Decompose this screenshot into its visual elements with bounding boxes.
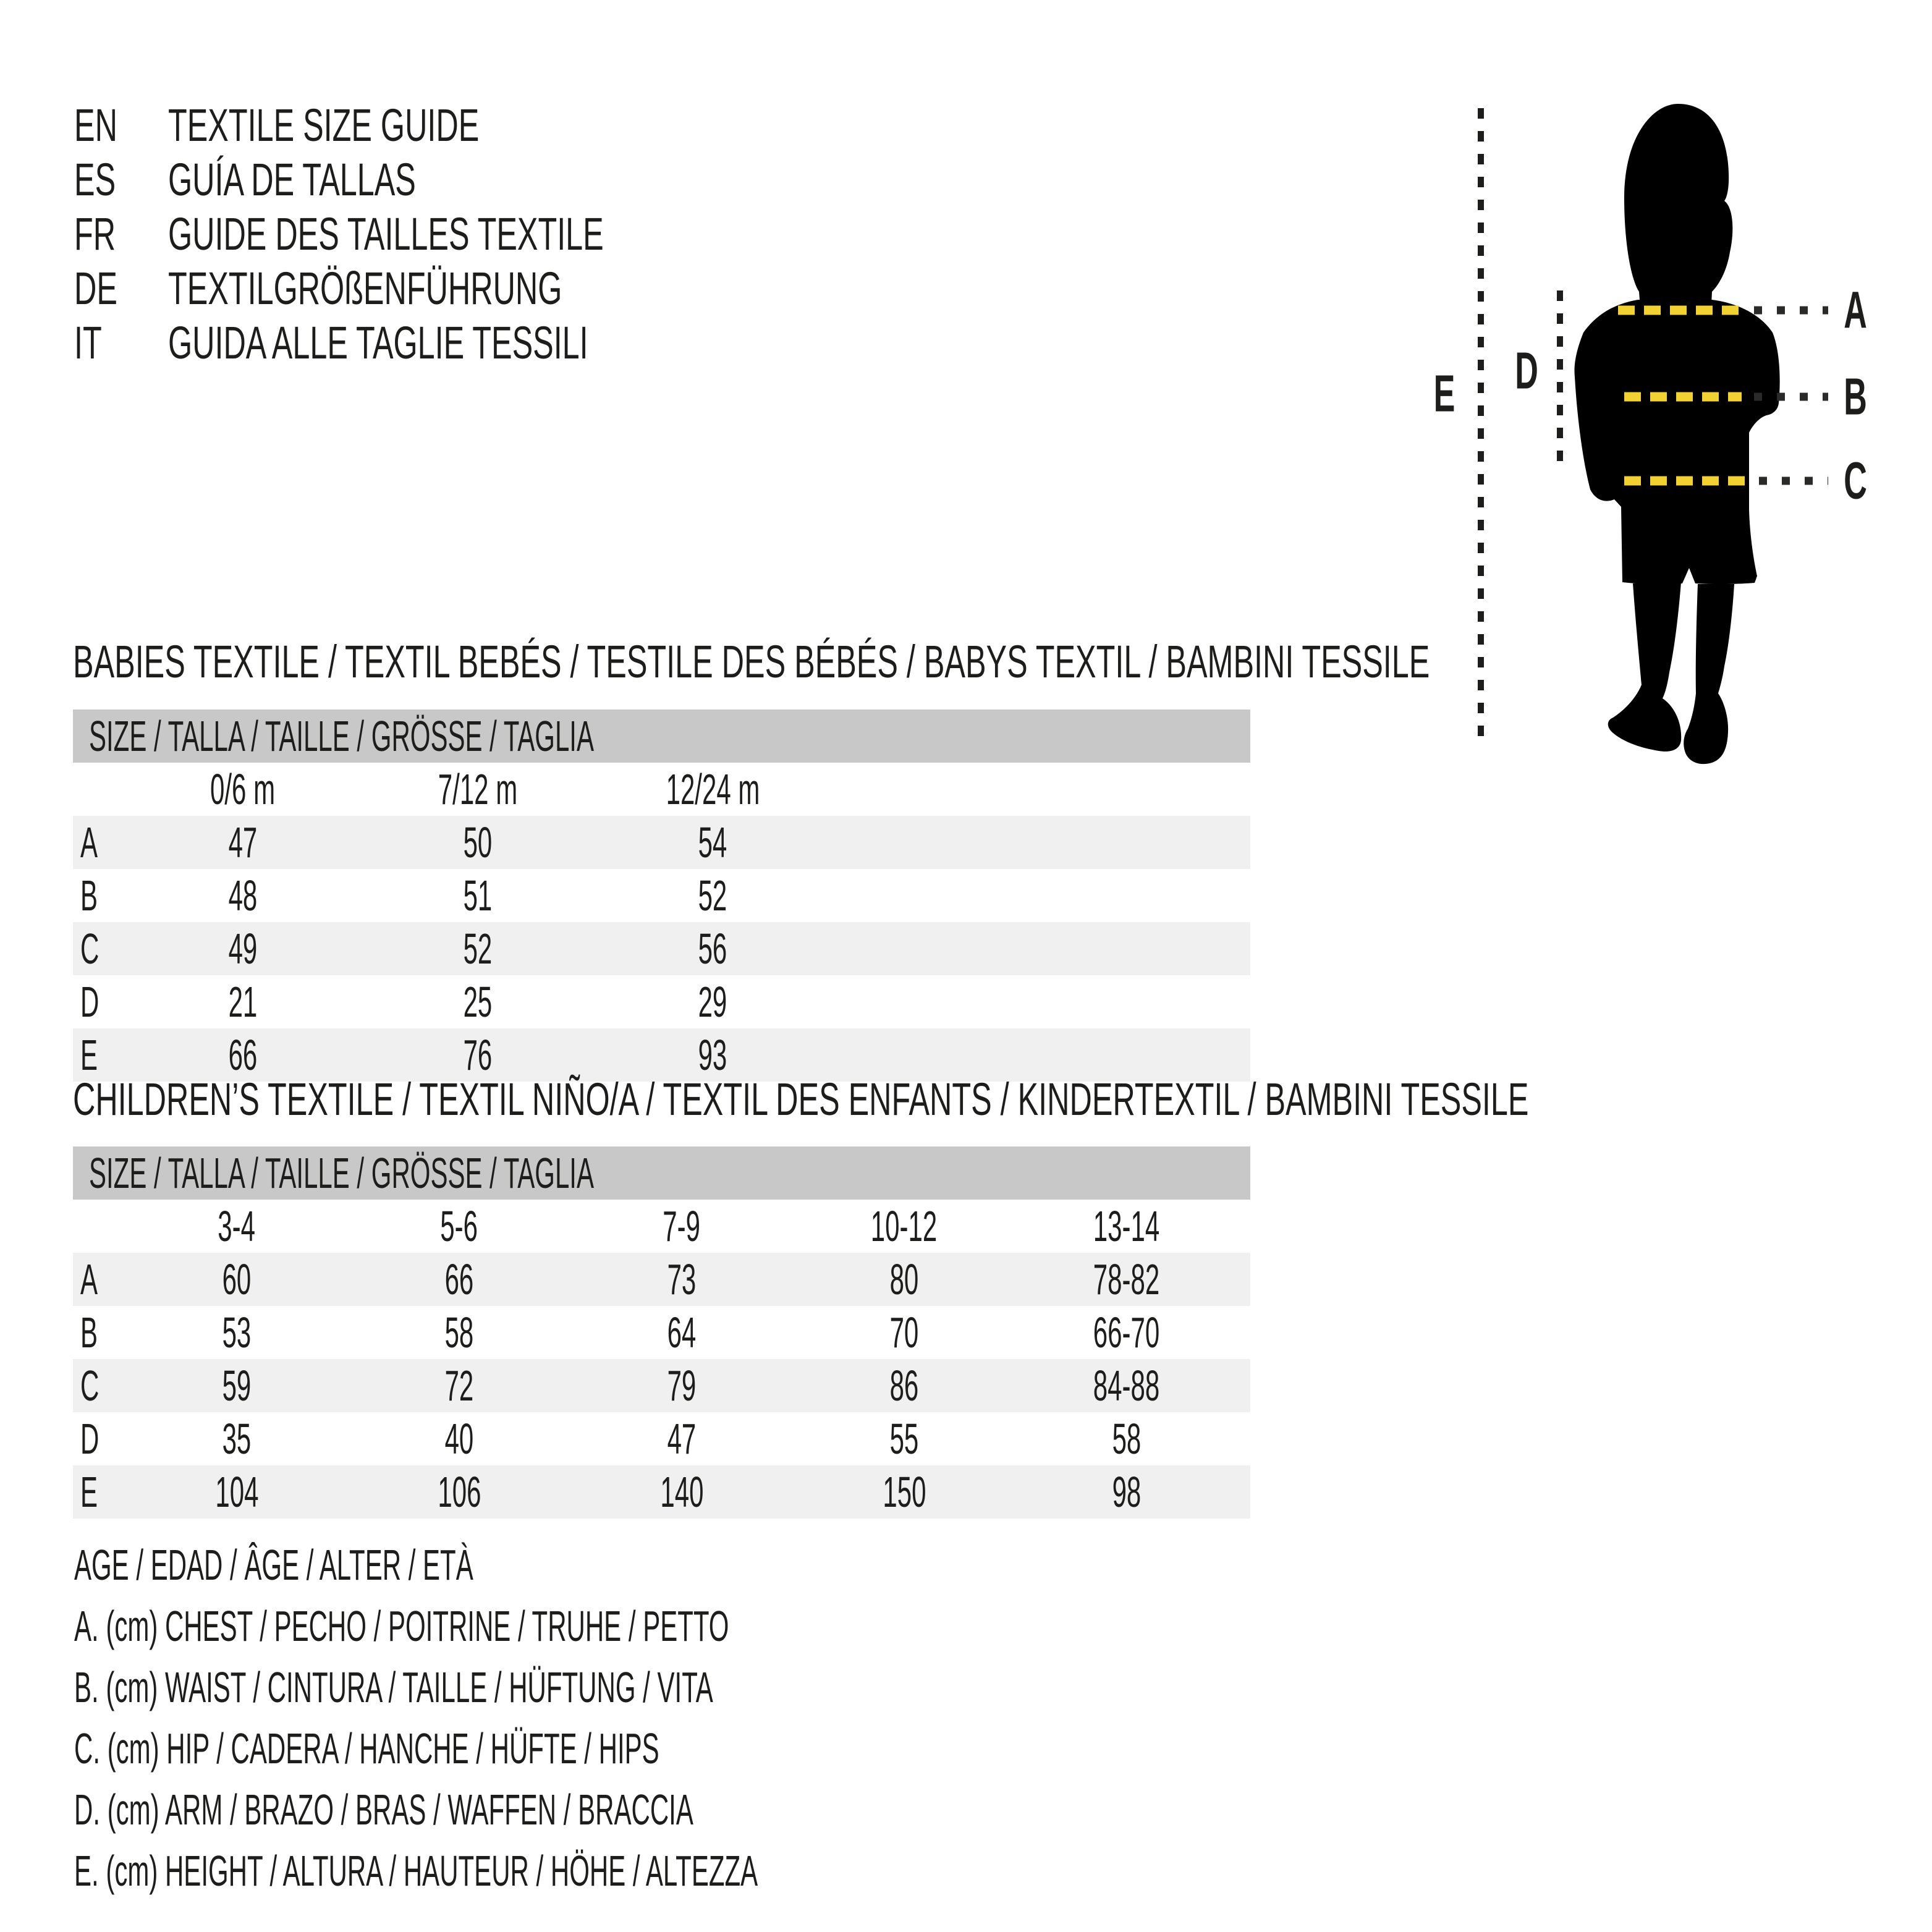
row-label: D [80,1415,100,1463]
language-title-list [74,98,808,370]
language-code: IT [74,316,102,368]
legend-height: E. (cm) HEIGHT / ALTURA / HAUTEUR / HÖHE / ALTEZZA [74,1846,758,1895]
table-row: E 66 76 93 [73,1028,1250,1082]
row-label: C [80,925,100,973]
legend-chest: A. (cm) CHEST / PECHO / POITRINE / TRUHE / PETTO [74,1601,729,1650]
silhouette-body [1575,300,1780,584]
language-row-de [74,261,808,315]
table-row: D 21 25 29 [80,978,727,1026]
row-label: D [80,978,100,1026]
measurement-legend [74,1534,1214,1901]
children-col-10-12: 10-12 [871,1202,938,1250]
language-row-en [74,98,808,152]
language-row-it [74,315,808,370]
row-label: B [80,871,98,920]
guide-title-fr: GUIDE DES TAILLES TEXTILE [168,208,604,260]
guide-title-en: TEXTILE SIZE GUIDE [168,99,480,151]
babies-column-header-row [73,763,1250,816]
language-code: FR [74,208,116,260]
guide-title-es: GUÍA DE TALLAS [168,153,416,205]
row-label: B [80,1308,98,1357]
legend-waist: B. (cm) WAIST / CINTURA / TAILLE / HÜFTUNG / VITA [74,1663,713,1711]
row-label: C [80,1362,100,1410]
row-label: E [80,1031,98,1079]
label-arm-d: D [1515,341,1538,400]
children-size-table [73,1146,1250,1519]
row-label: A [80,1255,98,1303]
children-col-5-6: 5-6 [440,1202,478,1250]
babies-size-table [73,710,1250,1082]
children-section-title: CHILDREN’S TEXTILE / TEXTIL NIÑO/A / TEXTIL DES ENFANTS / KINDERTEXTIL / BAMBINI TESSILE [73,1074,1529,1125]
children-col-7-9: 7-9 [663,1202,701,1250]
language-code: DE [74,262,117,314]
guide-title-de: TEXTILGRÖßENFÜHRUNG [168,262,562,314]
legend-hip: C. (cm) HIP / CADERA / HANCHE / HÜFTE / HIPS [74,1724,659,1773]
label-waist-b: B [1844,367,1867,426]
language-code: ES [74,153,116,205]
legend-age: AGE / EDAD / ÂGE / ALTER / ETÀ [74,1540,473,1589]
children-col-3-4: 3-4 [218,1202,256,1250]
babies-col-12-24m: 12/24 m [666,765,760,813]
table-row: B 48 51 52 [80,871,727,920]
table-row: A 47 50 54 [73,816,1250,869]
babies-size-header-bar: SIZE / TALLA / TAILLE / GRÖSSE / TAGLIA [73,710,1250,763]
children-column-header-row [73,1200,1250,1253]
babies-col-0-6m: 0/6 m [210,765,276,813]
language-row-fr [74,206,808,261]
table-row: A 60 66 73 80 78-82 [73,1253,1250,1306]
babies-section-title: BABIES TEXTILE / TEXTIL BEBÉS / TESTILE DES BÉBÉS / BABYS TEXTIL / BAMBINI TESSILE [73,636,1430,687]
babies-col-7-12m: 7/12 m [438,765,518,813]
row-label: A [80,818,98,866]
silhouette-head [1624,104,1732,316]
children-col-13-14: 13-14 [1093,1202,1160,1250]
language-row-es [74,152,808,206]
table-row: D 35 40 47 55 58 [80,1415,1142,1463]
label-chest-a: A [1844,281,1867,339]
guide-title-it: GUIDA ALLE TAGLIE TESSILI [168,316,588,368]
label-height-e: E [1433,364,1455,423]
language-code: EN [74,99,117,151]
table-row: C 49 52 56 [73,922,1250,975]
legend-arm: D. (cm) ARM / BRAZO / BRAS / WAFFEN / BRACCIA [74,1785,693,1834]
table-row: C 59 72 79 86 84-88 [73,1359,1250,1412]
row-label: E [80,1468,98,1516]
table-row: B 53 58 64 70 66-70 [80,1308,1160,1357]
children-size-header-bar: SIZE / TALLA / TAILLE / GRÖSSE / TAGLIA [73,1146,1250,1200]
table-row: E 104 106 140 150 98 [73,1465,1250,1519]
label-hip-c: C [1844,451,1867,510]
